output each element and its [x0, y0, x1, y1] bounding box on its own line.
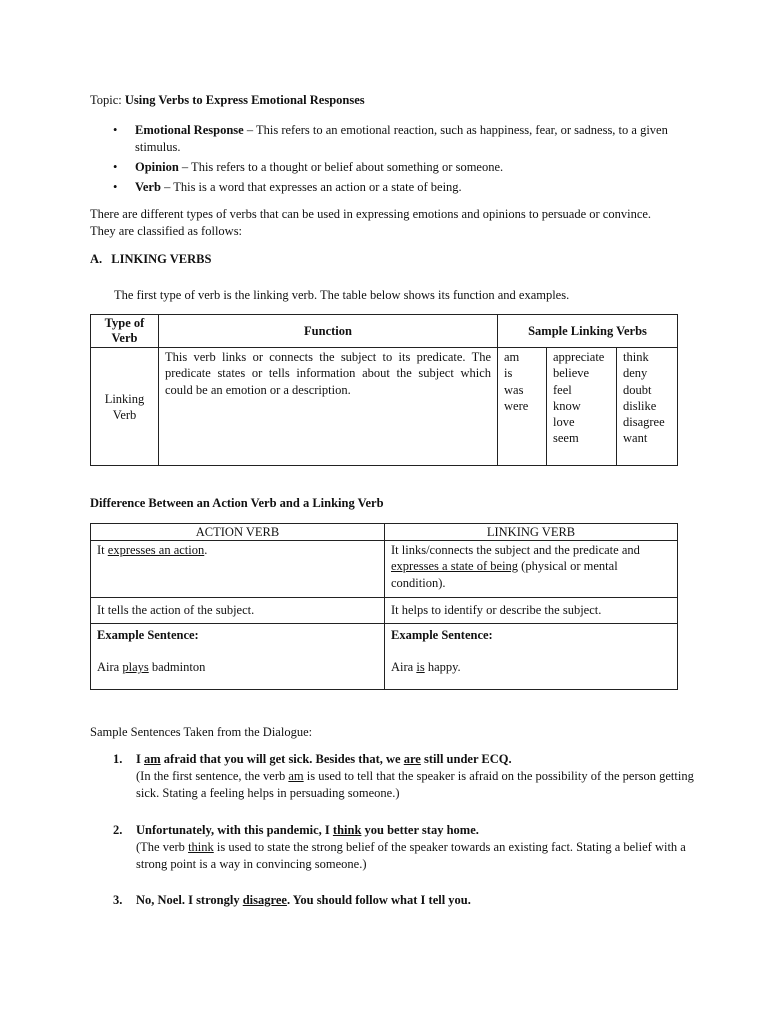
- underlined-text: plays: [122, 660, 149, 675]
- sentence-text: I: [136, 752, 144, 766]
- underlined-verb: are: [403, 752, 421, 766]
- linking-verb-table: [90, 314, 678, 466]
- linking-definition-cell: [385, 541, 678, 598]
- section-heading: [90, 251, 211, 268]
- action-definition-cell: [91, 541, 385, 598]
- cell-text: It: [97, 543, 108, 557]
- cell-text: badminton: [148, 660, 206, 675]
- underlined-text: is: [416, 660, 425, 675]
- sentence-text: you better stay home.: [361, 823, 479, 837]
- action-purpose-cell: It tells the action of the subject.: [91, 598, 385, 624]
- example-label: Example Sentence:: [97, 628, 199, 642]
- cell-text: Aira: [97, 660, 123, 675]
- sentence-text: afraid that you will get sick. Besides that, we: [160, 752, 404, 766]
- example-sentence: [97, 659, 378, 675]
- sentence-text: still under ECQ.: [420, 752, 512, 766]
- section-title: LINKING VERBS: [111, 252, 212, 266]
- cell-text: It links/connects the subject and the predicate and: [391, 543, 640, 557]
- example-sentence: [391, 659, 671, 675]
- underlined-text: expresses a state of being: [391, 559, 519, 574]
- sentence-text: No, Noel. I strongly: [136, 893, 243, 907]
- definition-item: [113, 122, 683, 156]
- underlined-verb: think: [188, 840, 214, 854]
- sample-sentence: [136, 892, 696, 909]
- underlined-verb: am: [144, 752, 161, 766]
- table-header-row: [91, 315, 678, 348]
- underlined-verb: am: [288, 769, 304, 783]
- definition-term: Verb: [135, 180, 161, 194]
- section-letter: A.: [90, 252, 103, 266]
- function-cell: This verb links or connects the subject to its predicate. The predicate states or tells information about the subject which could be an emotion or a description.: [159, 348, 498, 466]
- definition-term: Emotional Response: [135, 123, 244, 137]
- bullet-icon: •: [113, 180, 118, 194]
- definition-list: [113, 122, 683, 196]
- explanation-text: is used to tell that the speaker is afraid on the possibility of the person getting sick. Stating a feeling helps in persuading someone.): [136, 769, 694, 800]
- underlined-verb: disagree: [242, 893, 287, 907]
- table-row: [91, 541, 678, 598]
- sample-explanation: [136, 839, 696, 873]
- header-linking-verb: LINKING VERB: [385, 524, 678, 541]
- topic-prefix: Topic:: [90, 93, 122, 107]
- difference-title: Difference Between an Action Verb and a Linking Verb: [90, 496, 384, 510]
- verb-comparison-table: [90, 523, 678, 690]
- explanation-text: is used to state the strong belief of the speaker towards an existing fact. Stating a belief with a strong point is a way in convincing someone.): [136, 840, 686, 871]
- definition-text: – This refers to a thought or belief about something or someone.: [181, 160, 504, 174]
- linking-purpose-cell: It helps to identify or describe the subject.: [385, 598, 678, 624]
- samples-col-3: think deny doubt dislike disagree want: [617, 348, 678, 466]
- sample-number: 2.: [113, 823, 123, 837]
- topic-line: [90, 92, 690, 109]
- example-label: Example Sentence:: [391, 628, 493, 642]
- sample-item: [136, 751, 696, 802]
- intro-paragraph: There are different types of verbs that can be used in expressing emotions and opinions to persuade or convince. They are classified as follows:: [90, 207, 652, 238]
- sample-sentence: [136, 822, 696, 839]
- header-samples: Sample Linking Verbs: [498, 315, 678, 348]
- bullet-icon: •: [113, 160, 118, 174]
- explanation-text: (In the first sentence, the verb: [136, 769, 289, 783]
- table-row: [91, 598, 678, 624]
- header-type: Type of Verb: [91, 315, 159, 348]
- header-function: Function: [159, 315, 498, 348]
- sentence-text: . You should follow what I tell you.: [286, 893, 471, 907]
- sample-number: 1.: [113, 752, 123, 766]
- sample-item: [136, 892, 696, 909]
- cell-text: (physical or mental condition).: [391, 559, 618, 590]
- underlined-verb: think: [332, 823, 362, 837]
- sentence-text: Unfortunately, with this pandemic, I: [136, 823, 333, 837]
- table-row: [91, 348, 678, 466]
- table-row: [91, 624, 678, 690]
- sample-number: 3.: [113, 893, 123, 907]
- cell-text: .: [204, 543, 208, 557]
- topic-title: Using Verbs to Express Emotional Responses: [124, 93, 365, 107]
- samples-col-1: am is was were: [498, 348, 547, 466]
- underlined-text: expresses an action: [107, 543, 205, 557]
- samples-title: Sample Sentences Taken from the Dialogue:: [90, 725, 313, 739]
- type-cell: Linking Verb: [91, 348, 159, 466]
- action-example-cell: [91, 624, 385, 690]
- definition-item: [113, 179, 683, 196]
- sample-item: [136, 822, 696, 873]
- sample-sentence: [136, 751, 696, 768]
- samples-col-2: appreciate believe feel know love seem: [547, 348, 617, 466]
- definition-text: – This refers to an emotional reaction, such as happiness, fear, or sadness, to a given stimulus.: [135, 123, 668, 154]
- bullet-icon: •: [113, 123, 118, 137]
- sample-explanation: [136, 768, 696, 802]
- explanation-text: (The verb: [136, 840, 189, 854]
- cell-text: Aira: [391, 660, 417, 675]
- definition-item: [113, 159, 683, 176]
- cell-text: happy.: [424, 660, 461, 675]
- definition-text: – This is a word that expresses an action or a state of being.: [164, 180, 462, 194]
- section-text: The first type of verb is the linking verb. The table below shows its function and examples.: [114, 288, 570, 302]
- header-action-verb: ACTION VERB: [91, 524, 385, 541]
- table-header-row: [91, 524, 678, 541]
- definition-term: Opinion: [135, 160, 179, 174]
- linking-example-cell: [385, 624, 678, 690]
